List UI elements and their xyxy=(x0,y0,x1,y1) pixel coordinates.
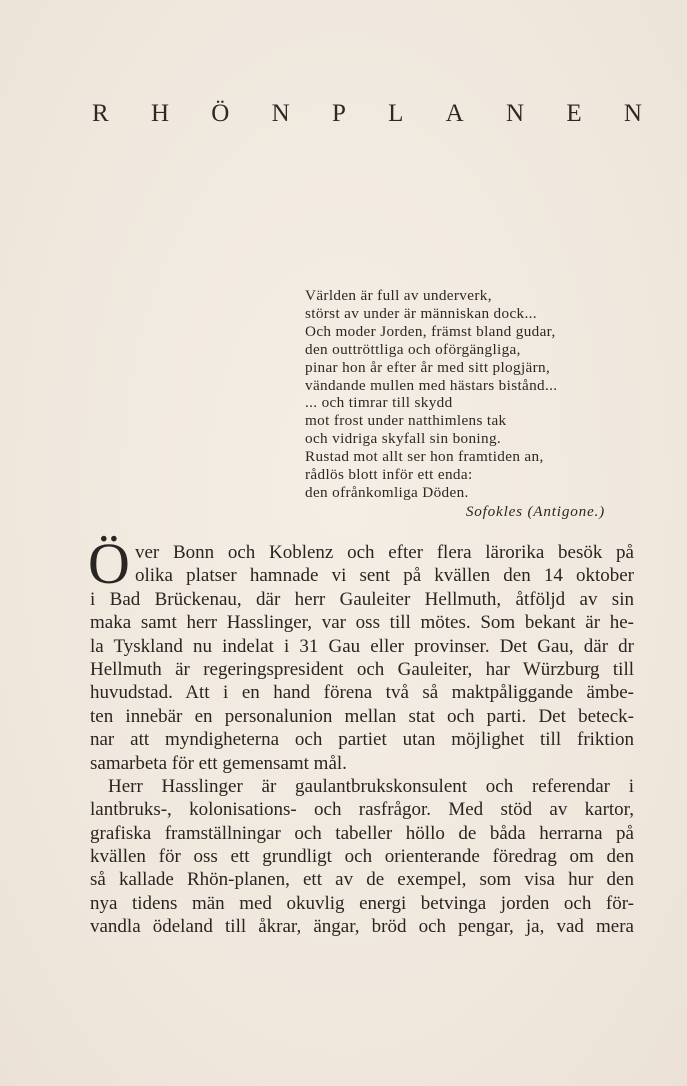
epigraph-line: ... och timrar till skydd xyxy=(305,394,453,412)
paragraph-2 xyxy=(90,775,634,939)
body-line: la Tyskland nu indelat i 31 Gau eller provinser. Det Gau, där dr xyxy=(90,635,634,657)
body-line: så kallade Rhön-planen, ett av de exempel, som visa hur den xyxy=(90,869,634,891)
epigraph-line: Världen är full av underverk, xyxy=(305,287,492,304)
body-line: huvudstad. Att i en hand förena två så maktpåliggande ämbe- xyxy=(90,682,634,704)
epigraph-line: Rustad mot allt ser hon framtiden an, xyxy=(305,448,544,466)
body-line: nar att myndigheterna och partiet utan möjlighet till friktion xyxy=(90,729,634,751)
body-line: maka samt herr Hasslinger, var oss till mötes. Som bekant är he- xyxy=(90,612,634,634)
epigraph-line: den outtröttliga och oförgängliga, xyxy=(305,340,521,358)
body-line: ver Bonn och Koblenz och efter flera lärorika besök på xyxy=(135,542,634,563)
body-text xyxy=(88,531,634,939)
title-letter: N xyxy=(271,100,290,127)
body-line: Herr Hasslinger är gaulantbrukskonsulent och referendar i xyxy=(108,775,634,797)
body-line: samarbeta för ett gemensamt mål. xyxy=(90,752,347,774)
body-line: nya tidens män med okuvlig energi betvinga jorden och för- xyxy=(90,892,634,914)
epigraph-line: mot frost under natthimlens tak xyxy=(305,412,507,430)
body-line: ten innebär en personalunion mellan stat och parti. Det beteck- xyxy=(90,705,634,727)
epigraph-line: rådlös blott inför ett enda: xyxy=(305,466,473,484)
epigraph-line: den ofrånkomliga Döden. xyxy=(305,483,469,501)
title-letter: A xyxy=(445,100,464,127)
drop-cap: Ö xyxy=(88,531,130,596)
title-letter: E xyxy=(566,100,582,127)
title-letter: N xyxy=(505,100,525,127)
body-line: lantbruks-, kolonisations- och rasfrågor. Med stöd av kartor, xyxy=(90,799,634,821)
body-line: Hellmuth är regeringspresident och Gauleiter, har Würzburg till xyxy=(90,658,634,680)
title-letter: Ö xyxy=(211,100,230,127)
epigraph-line: vändande mullen med hästars bistånd... xyxy=(305,376,558,394)
title-letter: N xyxy=(623,100,642,127)
body-line: kvällen för oss ett grundligt och orienterande föredrag om den xyxy=(90,846,634,868)
title-letter: L xyxy=(388,100,404,127)
body-line: olika platser hamnade vi sent på kvällen den 14 oktober xyxy=(135,565,634,587)
epigraph-attribution: Sofokles (Antigone.) xyxy=(465,502,605,520)
epigraph xyxy=(305,287,635,521)
body-line: vandla ödeland till åkrar, ängar, bröd och pengar, ja, vad mera xyxy=(90,916,634,938)
running-title xyxy=(92,100,642,128)
body-line: grafiska framställningar och tabeller höllo de båda herrarna på xyxy=(90,822,634,844)
paragraph-1 xyxy=(88,531,634,775)
title-letter: P xyxy=(331,100,346,127)
title-letter: H xyxy=(150,100,170,127)
body-line: i Bad Brückenau, där herr Gauleiter Hellmuth, åtföljd av sin xyxy=(90,588,634,610)
title-letter: R xyxy=(92,100,109,127)
epigraph-line: pinar hon år efter år med sitt plogjärn, xyxy=(305,358,551,376)
epigraph-line: och vidriga skyfall sin boning. xyxy=(305,430,502,448)
epigraph-line: störst av under är människan dock... xyxy=(305,304,537,322)
epigraph-line: Och moder Jorden, främst bland gudar, xyxy=(305,322,556,340)
